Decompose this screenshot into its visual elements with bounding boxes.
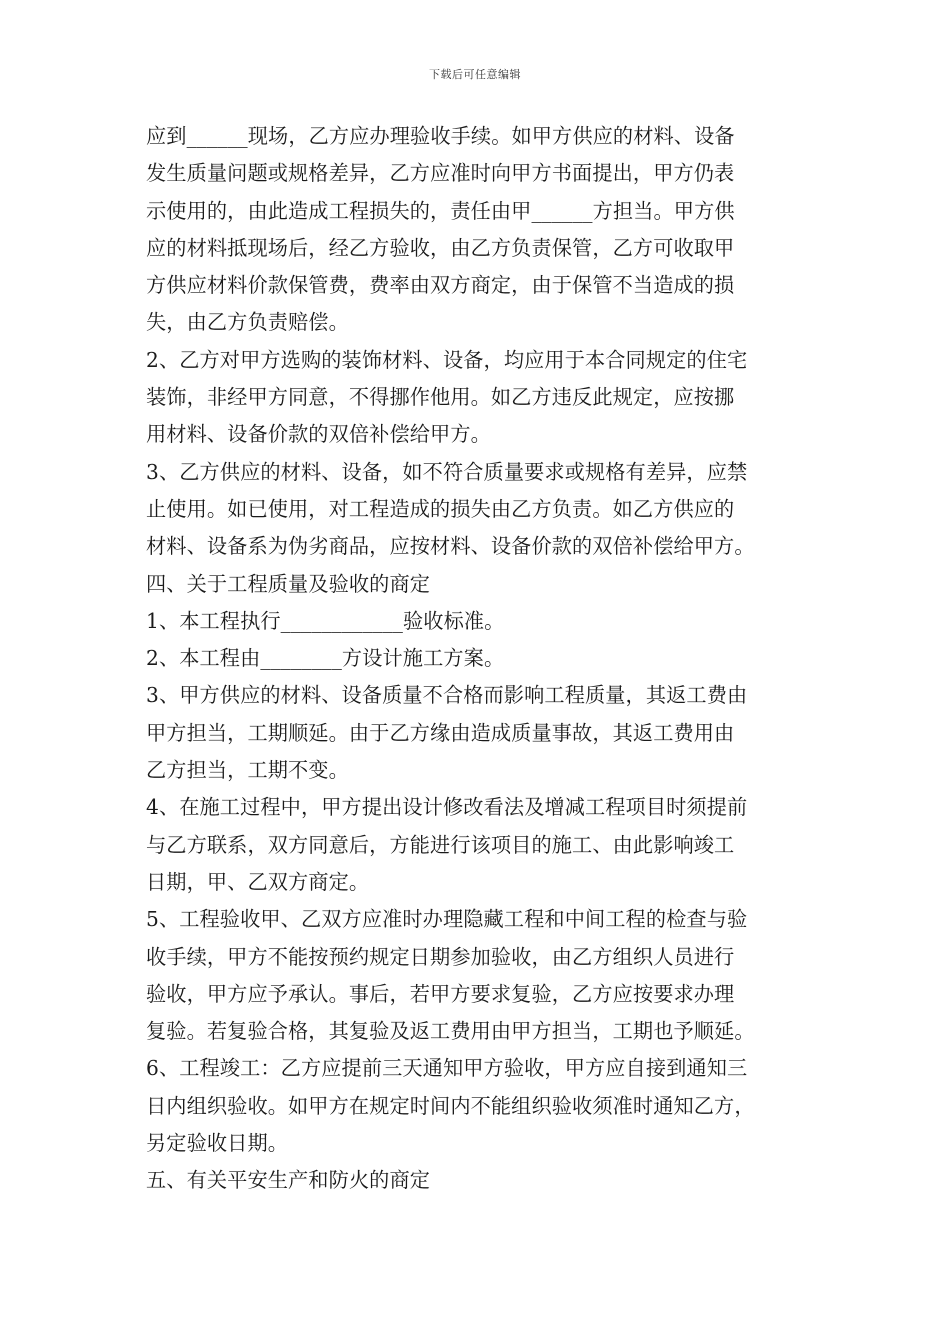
paragraph-line: 收手续，甲方不能按预约规定日期参加验收，由乙方组织人员进行 <box>146 944 735 969</box>
paragraph-line: 装饰，非经甲方同意，不得挪作他用。如乙方违反此规定，应按挪 <box>146 385 735 410</box>
paragraph-line: 日期，甲、乙双方商定。 <box>146 869 370 894</box>
paragraph-line: 日内组织验收。如甲方在规定时间内不能组织验收须准时通知乙方， <box>146 1093 755 1118</box>
paragraph-line: 与乙方联系，双方同意后，方能进行该项目的施工、由此影响竣工 <box>146 832 735 857</box>
document-body <box>146 118 811 1200</box>
paragraph-line: 应到______现场，乙方应办理验收手续。如甲方供应的材料、设备 <box>146 124 735 148</box>
paragraph-line: 3、甲方供应的材料、设备质量不合格而影响工程质量，其返工费由 <box>146 683 748 708</box>
paragraph-line: 4、在施工过程中，甲方提出设计修改看法及增减工程项目时须提前 <box>146 795 748 820</box>
section-heading: 四、关于工程质量及验收的商定 <box>146 571 431 596</box>
paragraph-line: 2、本工程由________方设计施工方案。 <box>146 646 505 671</box>
paragraph-line: 1、本工程执行____________验收标准。 <box>146 608 505 633</box>
paragraph-line: 示使用的，由此造成工程损失的，责任由甲______方担当。甲方供 <box>146 198 735 223</box>
paragraph-line: 材料、设备系为伪劣商品，应按材料、设备价款的双倍补偿给甲方。 <box>146 534 755 559</box>
section-heading: 五、有关平安生产和防火的商定 <box>146 1168 431 1193</box>
paragraph-line: 甲方担当，工期顺延。由于乙方缘由造成质量事故，其返工费用由 <box>146 720 735 745</box>
paragraph-line: 3、乙方供应的材料、设备，如不符合质量要求或规格有差异，应禁 <box>146 459 748 484</box>
paragraph-line: 验收，甲方应予承认。事后，若甲方要求复验，乙方应按要求办理 <box>146 981 735 1006</box>
paragraph-line: 失，由乙方负责赔偿。 <box>146 310 349 335</box>
paragraph-line: 应的材料抵现场后，经乙方验收，由乙方负责保管，乙方可收取甲 <box>146 235 735 260</box>
paragraph-line: 方供应材料价款保管费，费率由双方商定，由于保管不当造成的损 <box>146 273 735 298</box>
paragraph-line: 复验。若复验合格，其复验及返工费用由甲方担当，工期也予顺延。 <box>146 1019 755 1044</box>
paragraph-line: 用材料、设备价款的双倍补偿给甲方。 <box>146 422 491 447</box>
paragraph-line: 另定验收日期。 <box>146 1131 289 1156</box>
paragraph-line: 乙方担当，工期不变。 <box>146 758 349 783</box>
page-header: 下载后可任意编辑 <box>429 68 521 81</box>
paragraph-line: 止使用。如已使用，对工程造成的损失由乙方负责。如乙方供应的 <box>146 496 735 521</box>
paragraph-line: 2、乙方对甲方选购的装饰材料、设备，均应用于本合同规定的住宅 <box>146 347 748 372</box>
paragraph-line: 6、工程竣工：乙方应提前三天通知甲方验收，甲方应自接到通知三 <box>146 1056 748 1081</box>
paragraph-line: 5、工程验收甲、乙双方应准时办理隐藏工程和中间工程的检查与验 <box>146 907 748 932</box>
paragraph-line: 发生质量问题或规格差异，乙方应准时向甲方书面提出，甲方仍表 <box>146 161 735 186</box>
